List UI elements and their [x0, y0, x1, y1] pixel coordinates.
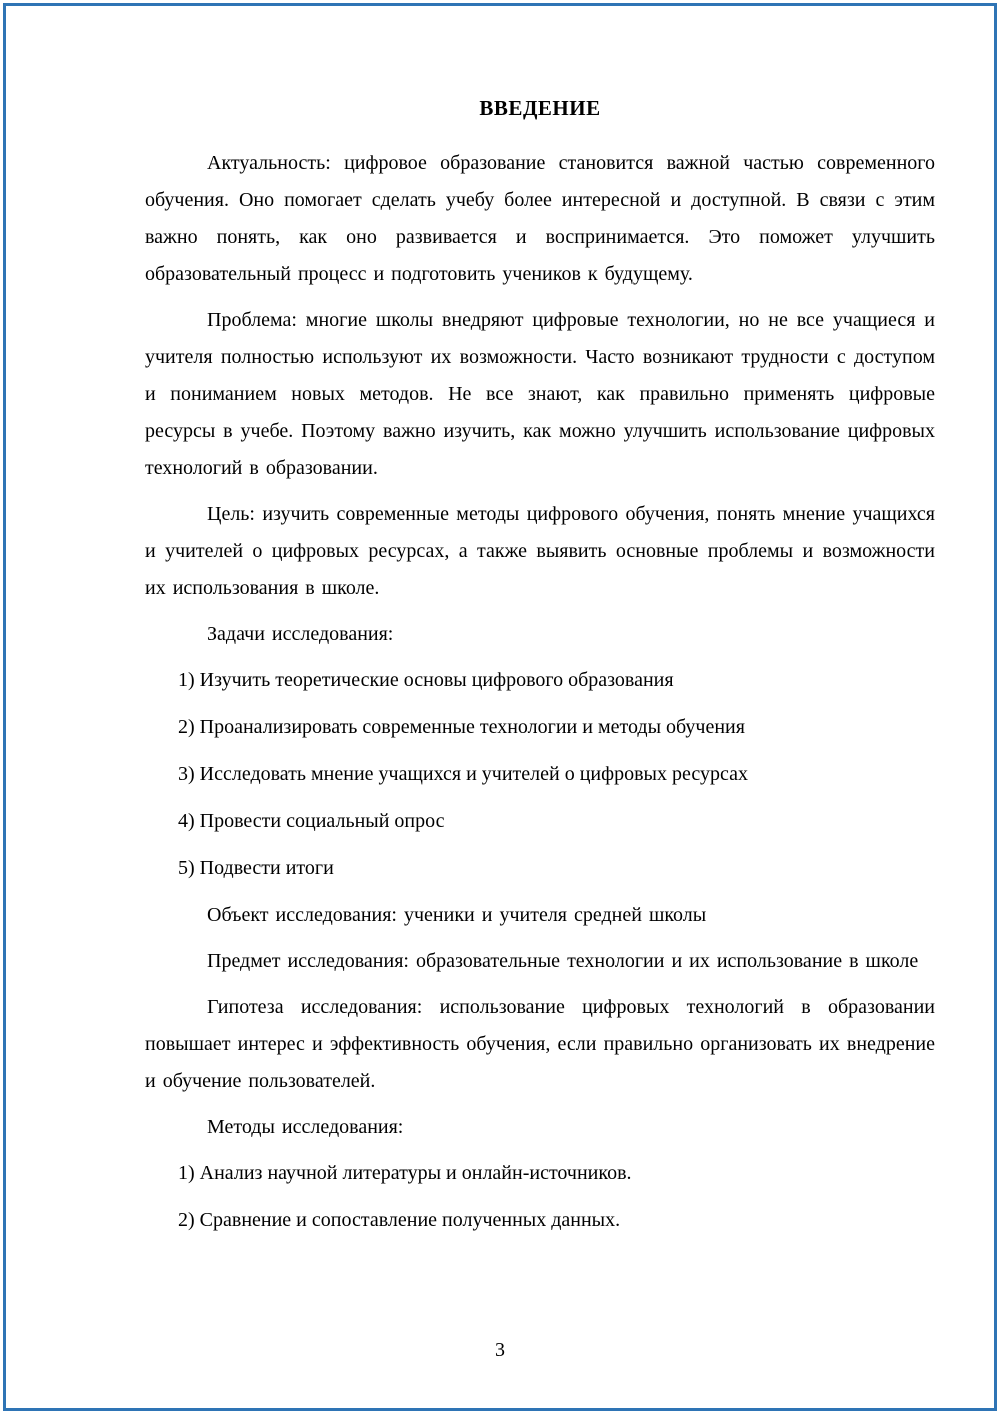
tasks-heading: Задачи исследования: [207, 623, 394, 645]
task-item-5: 5) Подвести итоги [178, 857, 334, 879]
page-title: ВВЕДЕНИЕ [479, 96, 601, 120]
task-item-4: 4) Провести социальный опрос [178, 810, 445, 832]
page-number: 3 [495, 1339, 505, 1361]
task-item-3: 3) Исследовать мнение учащихся и учителей о цифровых ресурсах [178, 763, 748, 785]
task-item-2: 2) Проанализировать современные технологии и методы обучения [178, 716, 745, 738]
methods-list [145, 1155, 935, 1239]
paragraph-subject: Предмет исследования: образовательные технологии и их использование в школе [207, 950, 919, 972]
paragraph-actuality: Актуальность: цифровое образование становится важной частью современного обучения. Оно помогает сделать учебу более интересной и доступной. В связи с этим важно понять, как оно развивается и воспринимается. Это поможет улучшить образовательный процесс и подготовить учеников к будущему. [145, 152, 935, 285]
paragraph-problem: Проблема: многие школы внедряют цифровые технологии, но не все учащиеся и учителя полностью используют их возможности. Часто возникают трудности с доступом и пониманием новых методов. Не все знают, как правильно применять цифровые ресурсы в учебе. Поэтому важно изучить, как можно улучшить использование цифровых технологий в образовании. [145, 309, 935, 479]
paragraph-object: Объект исследования: ученики и учителя средней школы [207, 904, 707, 926]
method-item-2: 2) Сравнение и сопоставление полученных данных. [178, 1209, 621, 1231]
paragraph-hypothesis: Гипотеза исследования: использование цифровых технологий в образовании повышает интерес и эффективность обучения, если правильно организовать их внедрение и обучение пользователей. [145, 996, 935, 1092]
tasks-list [145, 662, 935, 887]
paragraph-goal: Цель: изучить современные методы цифрового обучения, понять мнение учащихся и учителей о цифровых ресурсах, а также выявить основные проблемы и возможности их использования в школе. [145, 503, 935, 599]
task-item-1: 1) Изучить теоретические основы цифрового образования [178, 669, 674, 691]
methods-heading: Методы исследования: [207, 1116, 404, 1138]
document-content [145, 96, 935, 1249]
method-item-1: 1) Анализ научной литературы и онлайн-источников. [178, 1162, 632, 1184]
